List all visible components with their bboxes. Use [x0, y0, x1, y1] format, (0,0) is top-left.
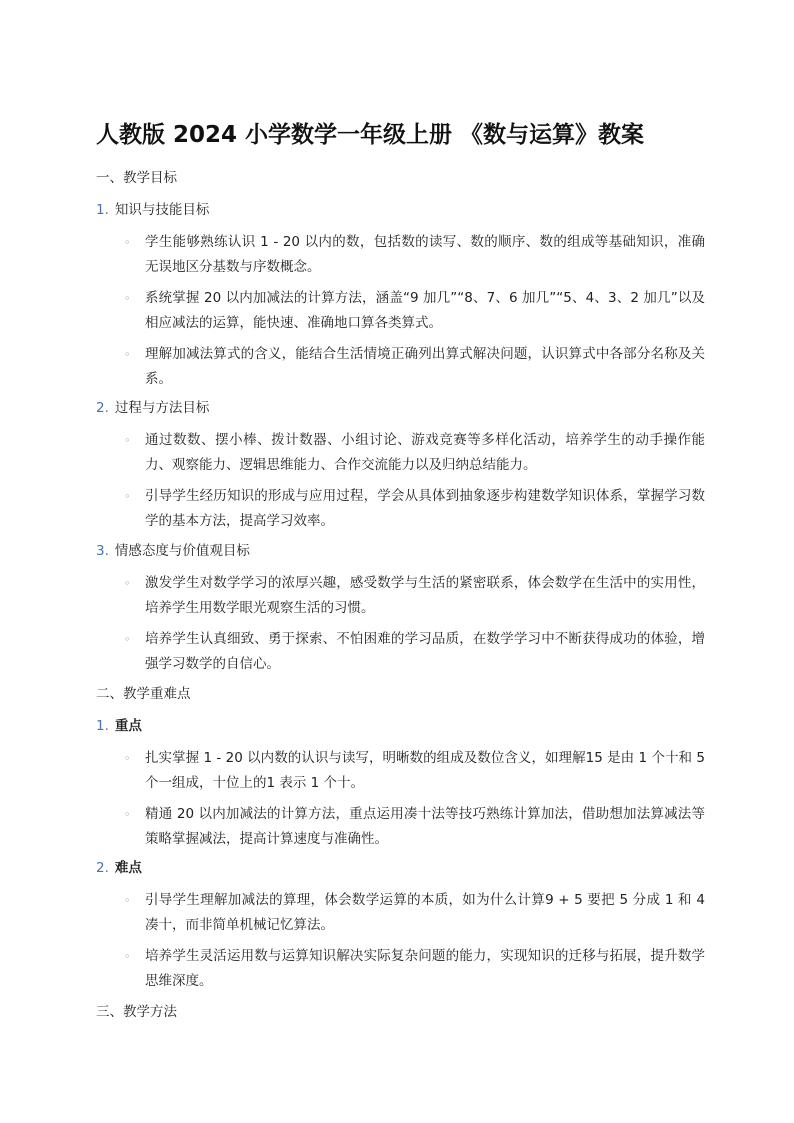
list-number: 1.: [96, 718, 109, 734]
key-points-heading: [96, 716, 142, 736]
bullet-icon: ◦: [124, 236, 131, 249]
list-item: 理解加减法算式的含义，能结合生活情境正确列出算式解决问题，认识算式中各部分名称及关系。: [145, 346, 705, 387]
list-number: 3.: [96, 543, 109, 559]
bullet-icon: ◦: [124, 490, 131, 503]
bullet-icon: ◦: [124, 894, 131, 907]
list-item: 培养学生灵活运用数与运算知识解决实际复杂问题的能力，实现知识的迁移与拓展，提升数学思维深度。: [145, 948, 705, 989]
list-heading-text: 情感态度与价值观目标: [114, 543, 250, 559]
difficult-points-heading: [96, 858, 142, 878]
list-item: 引导学生经历知识的形成与应用过程，学会从具体到抽象逐步构建数学知识体系，掌握学习数学的基本方法，提高学习效率。: [145, 488, 705, 529]
page-title: 人教版 2024 小学数学一年级上册 《数与运算》教案: [96, 122, 645, 148]
bullet-icon: ◦: [124, 577, 131, 590]
list-item: 精通 20 以内加减法的计算方法，重点运用凑十法等技巧熟练计算加法，借助想加法算减法等策略掌握减法，提高计算速度与准确性。: [145, 806, 705, 847]
list-heading-text: 重点: [114, 718, 142, 734]
list-number: 2.: [96, 400, 109, 416]
section-heading-teaching-methods: 三、教学方法: [96, 1004, 177, 1020]
bullet-icon: ◦: [124, 434, 131, 447]
bullet-icon: ◦: [124, 633, 131, 646]
bullet-icon: ◦: [124, 808, 131, 821]
bullet-icon: ◦: [124, 950, 131, 963]
list-item: 激发学生对数学学习的浓厚兴趣，感受数学与生活的紧密联系，体会数学在生活中的实用性，培养学生用数学眼光观察生活的习惯。: [145, 575, 705, 616]
bullet-icon: ◦: [124, 752, 131, 765]
section-heading-key-difficult-points: 二、教学重难点: [96, 686, 191, 702]
list-heading-text: 知识与技能目标: [114, 202, 210, 218]
bullet-icon: ◦: [124, 292, 131, 305]
list-item: 通过数数、摆小棒、拨计数器、小组讨论、游戏竞赛等多样化活动，培养学生的动手操作能力、观察能力、逻辑思维能力、合作交流能力以及归纳总结能力。: [145, 432, 705, 473]
list-heading-text: 难点: [114, 860, 142, 876]
goal-emotion-values-heading: [96, 541, 250, 561]
list-item: 学生能够熟练认识 1 - 20 以内的数，包括数的读写、数的顺序、数的组成等基础知识，准确无误地区分基数与序数概念。: [145, 234, 705, 275]
list-item: 扎实掌握 1 - 20 以内数的认识与读写，明晰数的组成及数位含义，如理解15 是由 1 个十和 5 个一组成，十位上的1 表示 1 个十。: [145, 750, 705, 791]
section-heading-teaching-goals: 一、教学目标: [96, 170, 177, 186]
list-heading-text: 过程与方法目标: [114, 400, 210, 416]
goal-knowledge-skills-heading: [96, 200, 209, 220]
list-number: 1.: [96, 202, 109, 218]
list-item: 引导学生理解加减法的算理，体会数学运算的本质，如为什么计算9 + 5 要把 5 分成 1 和 4 凑十，而非简单机械记忆算法。: [145, 892, 705, 933]
goal-process-methods-heading: [96, 398, 209, 418]
list-number: 2.: [96, 860, 109, 876]
bullet-icon: ◦: [124, 348, 131, 361]
list-item: 培养学生认真细致、勇于探索、不怕困难的学习品质，在数学学习中不断获得成功的体验，增强学习数学的自信心。: [145, 631, 705, 672]
list-item: 系统掌握 20 以内加减法的计算方法，涵盖“9 加几”“8、7、6 加几”“5、4、3、2 加几”以及相应减法的运算，能快速、准确地口算各类算式。: [145, 290, 705, 331]
